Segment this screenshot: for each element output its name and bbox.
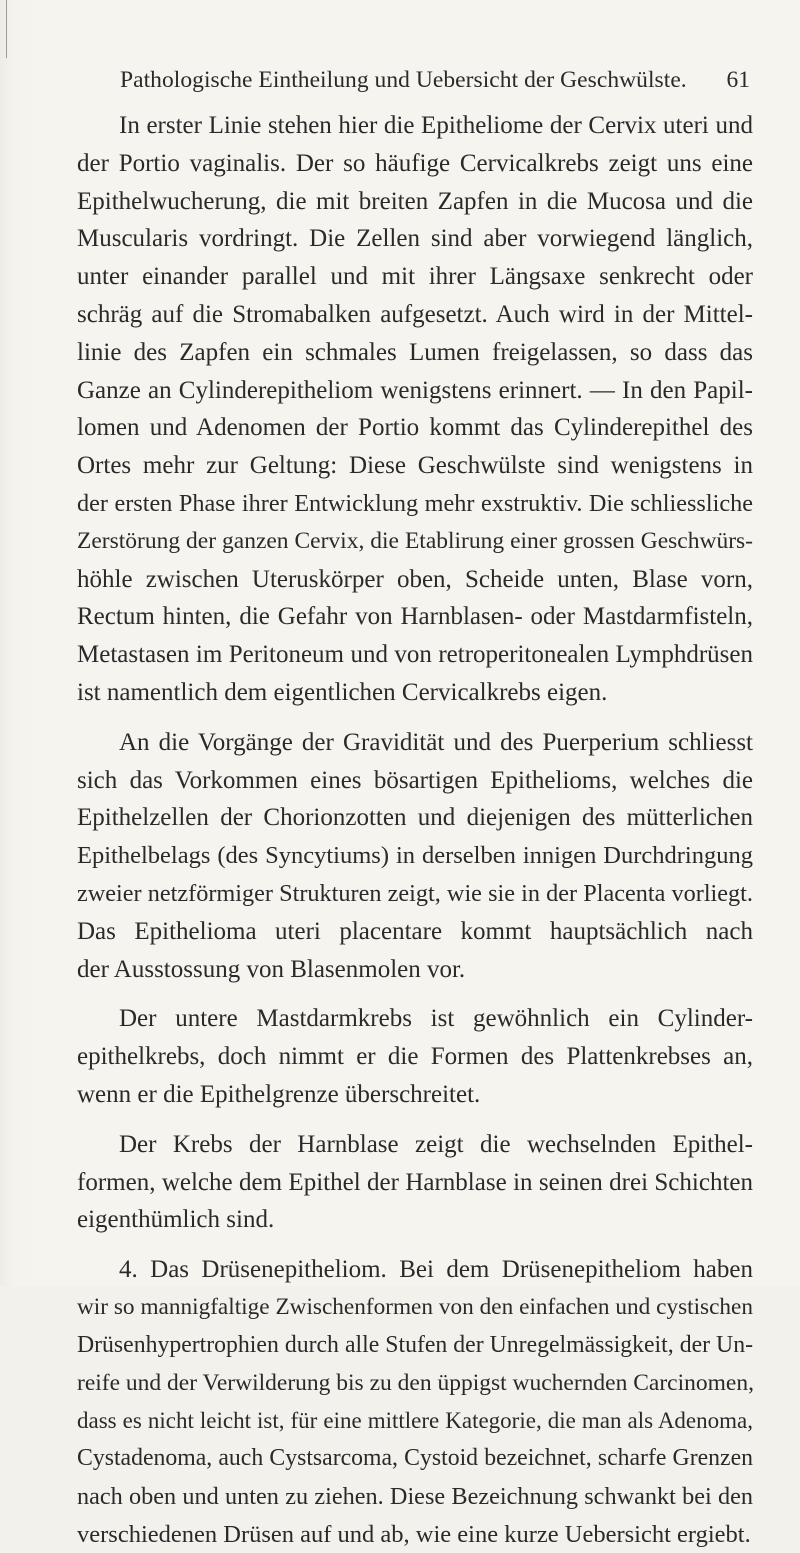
text-line: formen, welche dem Epithel der Harnblase in seinen drei Schichten (77, 1168, 753, 1196)
text-line: epithelkrebs, doch nimmt er die Formen des Plattenkrebses an, (77, 1043, 753, 1071)
running-head (120, 60, 750, 100)
text-line: Muscularis vordringt. Die Zellen sind aber vorwiegend länglich, (77, 225, 753, 253)
text-line: dass es nicht leicht ist, für eine mittlere Kategorie, die man als Adenoma, (77, 1408, 753, 1434)
text-line: linie des Zapfen ein schmales Lumen freigelassen, so dass das (77, 338, 753, 366)
text-line: höhle zwischen Uteruskörper oben, Scheide unten, Blase vorn, (77, 565, 753, 593)
paragraph-gap (77, 1239, 753, 1251)
text-line: Zerstörung der ganzen Cervix, die Etablirung einer grossen Geschwürs- (77, 527, 753, 554)
paragraph-druesenepitheliom (77, 1251, 753, 1553)
text-line: Epithelbelags (des Syncytiums) in derselben innigen Durchdringung (77, 842, 753, 870)
text-line: 4. Das Drüsenepitheliom. Bei dem Drüsenepitheliom haben (119, 1256, 753, 1284)
text-line: Rectum hinten, die Gefahr von Harnblasen- oder Mastdarmfisteln, (77, 603, 753, 631)
text-line: lomen und Adenomen der Portio kommt das Cylinderepithel des (77, 414, 753, 442)
text-line: Ortes mehr zur Geltung: Diese Geschwülste sind wenigstens in (77, 452, 753, 480)
text-line: wir so mannigfaltige Zwischenformen von den einfachen und cystischen (77, 1293, 753, 1320)
text-line: ist namentlich dem eigentlichen Cervicalkrebs eigen. (77, 678, 608, 706)
text-line: reife und der Verwilderung bis zu den üppigst wuchernden Carcinomen, (77, 1369, 754, 1396)
text-line: An die Vorgänge der Gravidität und des Puerperium schliesst (119, 728, 753, 756)
paragraph-cervix (77, 107, 753, 712)
text-line: Der Krebs der Harnblase zeigt die wechselnden Epithel- (119, 1130, 753, 1158)
text-line: der ersten Phase ihrer Entwicklung mehr exstruktiv. Die schliessliche (77, 489, 753, 517)
text-line: eigenthümlich sind. (77, 1206, 275, 1234)
text-line: schräg auf die Stromabalken aufgesetzt. Auch wird in der Mittel- (77, 300, 753, 328)
text-line: unter einander parallel und mit ihrer Längsaxe senkrecht oder (77, 263, 753, 291)
text-line: Ganze an Cylinderepitheliom wenigstens erinnert. — In den Papil- (77, 376, 753, 404)
text-line: nach oben und unten zu ziehen. Diese Bezeichnung schwankt bei den (77, 1482, 753, 1510)
text-line: wenn er die Epithelgrenze überschreitet. (77, 1080, 481, 1108)
text-line: der Ausstossung von Blasenmolen vor. (77, 955, 466, 983)
paragraph-gap (77, 988, 753, 1000)
text-line: Metastasen im Peritoneum und von retroperitonealen Lymphdrüsen (77, 641, 753, 669)
text-line: In erster Linie stehen hier die Epitheliome der Cervix uteri und (119, 112, 753, 139)
page-number: 61 (726, 67, 750, 93)
text-line: Cystadenoma, auch Cystsarcoma, Cystoid bezeichnet, scharfe Grenzen (77, 1445, 753, 1472)
text-line: sich das Vorkommen eines bösartigen Epithelioms, welches die (77, 766, 753, 794)
page-edge-line (6, 0, 7, 58)
running-head-title: Pathologische Eintheilung und Uebersicht der Geschwülste. (120, 67, 687, 93)
text-line: Das Epithelioma uteri placentare kommt hauptsächlich nach (77, 917, 753, 945)
paragraph-gap (77, 1114, 753, 1126)
paragraph-placenta (77, 724, 753, 989)
paragraph-mastdarm (77, 1000, 753, 1113)
text-line: Epithelzellen der Chorionzotten und diejenigen des mütterlichen (77, 804, 753, 832)
text-line: verschiedenen Drüsen auf und ab, wie eine kurze Uebersicht ergiebt. (77, 1520, 751, 1548)
text-line: der Portio vaginalis. Der so häufige Cervicalkrebs zeigt uns eine (77, 149, 753, 177)
text-line: Der untere Mastdarmkrebs ist gewöhnlich ein Cylinder- (119, 1005, 753, 1033)
paragraph-gap (77, 712, 753, 724)
text-line: Epithelwucherung, die mit breiten Zapfen in die Mucosa und die (77, 187, 753, 215)
text-line: zweier netzförmiger Strukturen zeigt, wie sie in der Placenta vorliegt. (77, 879, 753, 907)
paragraph-harnblase (77, 1126, 753, 1239)
body-text (77, 107, 753, 1553)
text-line: Drüsenhypertrophien durch alle Stufen der Unregelmässigkeit, der Un- (77, 1331, 753, 1358)
